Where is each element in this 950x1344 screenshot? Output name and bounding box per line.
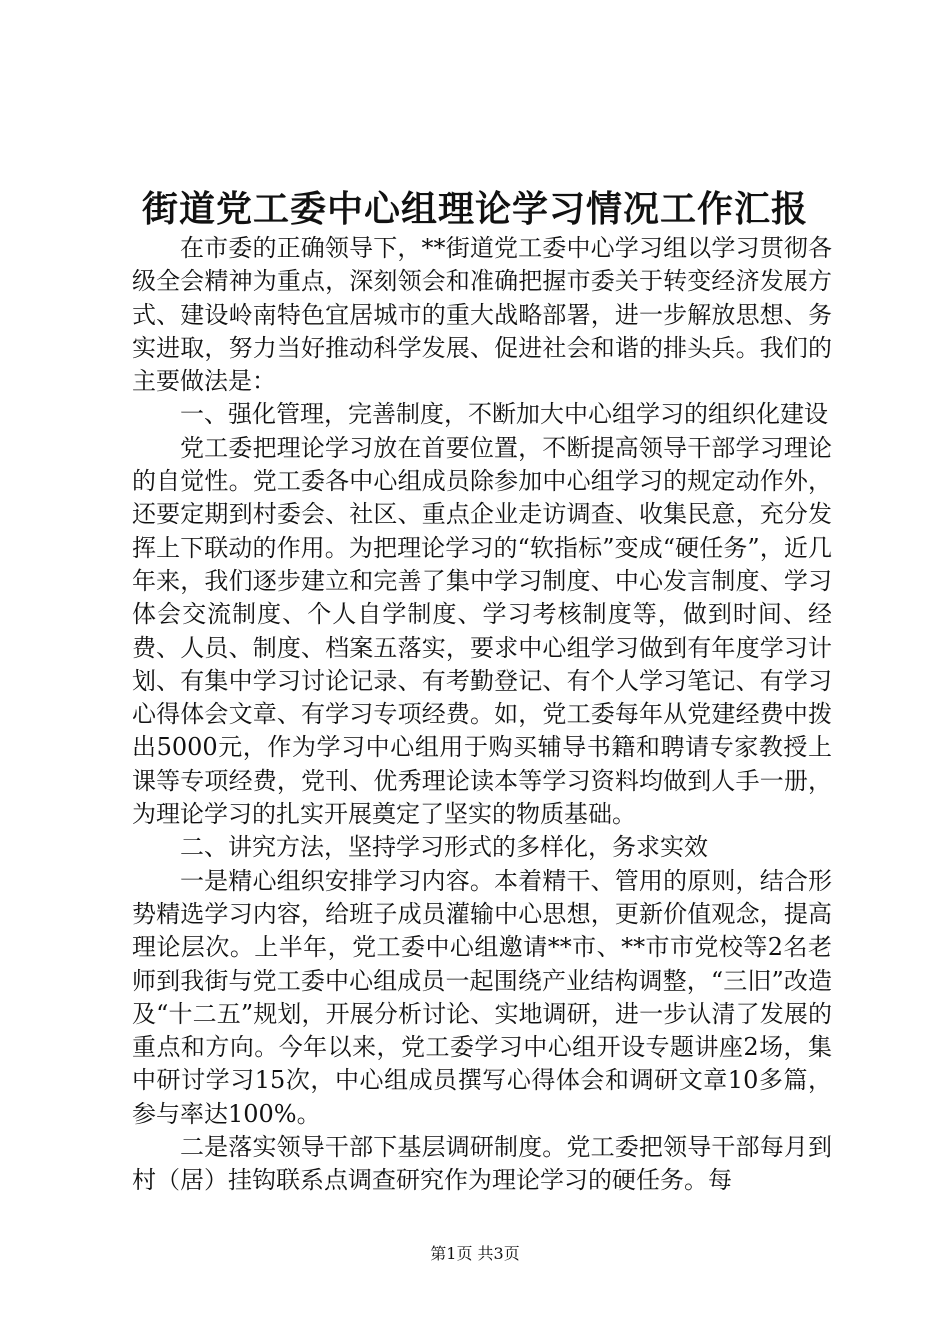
heading-section-2: 二、讲究方法，坚持学习形式的多样化，务求实效 [180,833,708,862]
document-title: 街道党工委中心组理论学习情况工作汇报 [141,188,808,230]
paragraph-section-1: 党工委把理论学习放在首要位置，不断提高领导干部学习理论的自觉性。党工委各中心组成员除参加中心组学习的规定动作外，还要定期到村委会、社区、重点企业走访调查、收集民意，充分发挥上下联动的作用。为把理论学习的“软指标”变成“硬任务”，近几年来，我们逐步建立和完善了集中学习制度、中心发言制度、学习体会交流制度、个人自学制度、学习考核制度等，做到时间、经费、人员、制度、档案五落实，要求中心组学习做到有年度学习计划、有集中学习讨论记录、有考勤登记、有个人学习笔记、有学习心得体会文章、有学习专项经费。如，党工委每年从党建经费中拨出5000元，作为学习中心组用于购买辅导书籍和聘请专家教授上课等专项经费，党刊、优秀理论读本等学习资料均做到人手一册，为理论学习的扎实开展奠定了坚实的物质基础。 [132,433,832,829]
page-number-footer: 第1页 共3页 [430,1244,520,1263]
paragraph-point-1: 一是精心组织安排学习内容。本着精干、管用的原则，结合形势精选学习内容，给班子成员灌输中心思想，更新价值观念，提高理论层次。上半年，党工委中心组邀请**市、**市市党校等2名老师到我街与党工委中心组成员一起围绕产业结构调整，“三旧”改造及“十二五”规划，开展分析讨论、实地调研，进一步认清了发展的重点和方向。今年以来，党工委学习中心组开设专题讲座2场，集中研讨学习15次，中心组成员撰写心得体会和调研文章10多篇，参与率达100%。 [132,866,832,1128]
heading-section-1: 一、强化管理，完善制度，不断加大中心组学习的组织化建设 [180,400,828,429]
paragraph-intro: 在市委的正确领导下，**街道党工委中心学习组以学习贯彻各级全会精神为重点，深刻领会和准确把握市委关于转变经济发展方式、建设岭南特色宜居城市的重大战略部署，进一步解放思想、务实进取，努力当好推动科学发展、促进社会和谐的排头兵。我们的主要做法是： [132,234,832,396]
document-body [132,232,832,1198]
paragraph-point-2: 二是落实领导干部下基层调研制度。党工委把领导干部每月到村（居）挂钩联系点调查研究作为理论学习的硬任务。每 [132,1133,832,1195]
